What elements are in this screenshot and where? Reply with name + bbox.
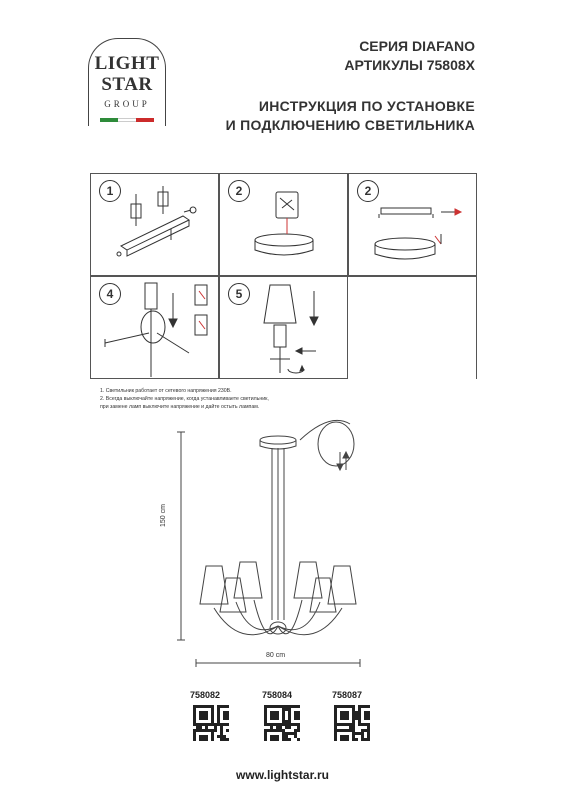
note-line: при замене ламп выключите напряжение и дайте остыть лампам. xyxy=(100,404,260,410)
instruction-title-line-2: И ПОДКЛЮЧЕНИЮ СВЕТИЛЬНИКА xyxy=(225,117,475,133)
step-number: 1 xyxy=(99,180,121,202)
step-number: 5 xyxy=(228,283,250,305)
note-line: 2. Всегда выключайте напряжение, когда устанавливаете светильник, xyxy=(100,396,269,402)
height-dimension-label: 150 cm xyxy=(160,504,167,527)
qr-code[interactable] xyxy=(264,705,300,741)
step-number: 2 xyxy=(228,180,250,202)
qr-pattern xyxy=(264,705,300,741)
step-number: 4 xyxy=(99,283,121,305)
article-code: 758087 xyxy=(332,690,363,700)
qr-pattern xyxy=(193,705,229,741)
website-link[interactable]: www.lightstar.ru xyxy=(236,768,329,782)
width-dimension-label: 80 cm xyxy=(266,652,286,659)
logo-line-3: GROUP xyxy=(104,99,150,109)
logo-line-2: STAR xyxy=(101,74,153,95)
articles-title: АРТИКУЛЫ 75808X xyxy=(344,57,475,73)
series-title: СЕРИЯ DIAFANO xyxy=(359,38,475,54)
instruction-title-line-1: ИНСТРУКЦИЯ ПО УСТАНОВКЕ xyxy=(258,98,475,114)
article-code: 758082 xyxy=(190,690,221,700)
note-line: 1. Светильник работает от сетевого напряжения 230В. xyxy=(100,388,232,394)
step-number: 2 xyxy=(357,180,379,202)
article-code: 758084 xyxy=(262,690,293,700)
qr-code[interactable] xyxy=(193,705,229,741)
logo-line-1: LIGHT xyxy=(94,53,160,74)
qr-code[interactable] xyxy=(334,705,370,741)
qr-pattern xyxy=(334,705,370,741)
